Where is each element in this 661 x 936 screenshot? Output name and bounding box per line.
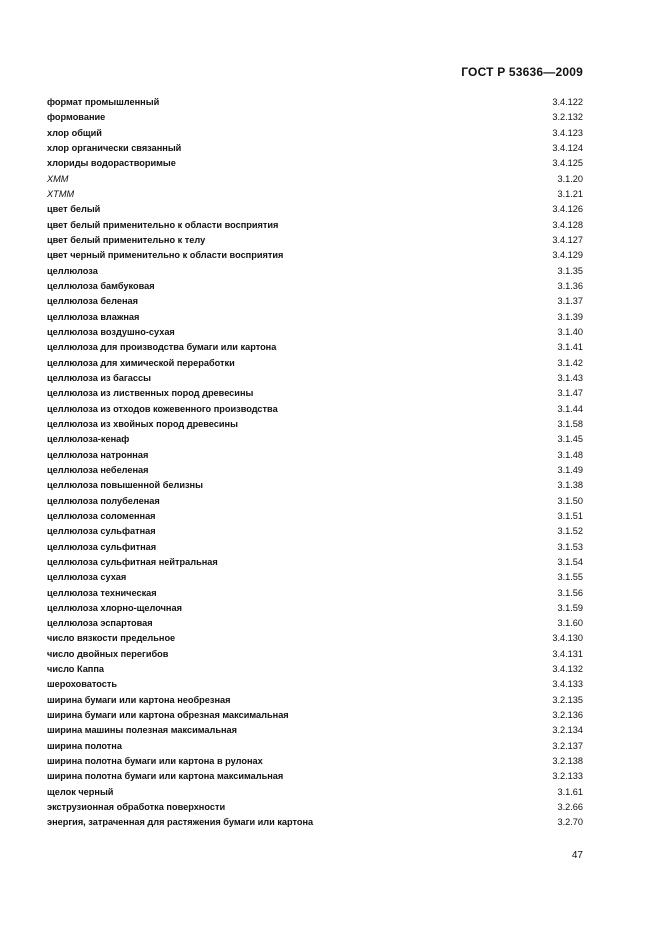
index-term: ширина бумаги или картона обрезная максимальная xyxy=(47,710,289,721)
index-entry xyxy=(47,371,583,386)
index-entry xyxy=(47,448,583,463)
index-entry xyxy=(47,356,583,371)
index-entry xyxy=(47,141,583,156)
index-reference: 3.1.44 xyxy=(557,403,583,414)
index-term: цвет черный применительно к области восприятия xyxy=(47,250,284,261)
index-term: число вязкости предельное xyxy=(47,633,176,644)
index-entry xyxy=(47,555,583,570)
index-reference: 3.1.54 xyxy=(557,556,583,567)
index-entry xyxy=(47,815,583,830)
index-term: целлюлоза бамбуковая xyxy=(47,280,155,291)
index-reference: 3.4.130 xyxy=(552,633,583,644)
index-term: ширина бумаги или картона необрезная xyxy=(47,694,231,705)
index-reference: 3.4.126 xyxy=(552,204,583,215)
index-term: ширина полотна бумаги или картона в рулонах xyxy=(47,756,263,767)
index-entry xyxy=(47,708,583,723)
index-term: целлюлоза из отходов кожевенного производства xyxy=(47,403,278,414)
index-reference: 3.4.124 xyxy=(552,142,583,153)
index-term: цвет белый применительно к телу xyxy=(47,234,206,245)
index-term: экструзионная обработка поверхности xyxy=(47,802,226,813)
index-term: целлюлоза сульфитная нейтральная xyxy=(47,556,218,567)
index-reference: 3.4.122 xyxy=(552,97,583,107)
index-entry xyxy=(47,463,583,478)
index-entry xyxy=(47,417,583,432)
index-reference: 3.1.51 xyxy=(557,510,583,521)
index-entry xyxy=(47,616,583,631)
index-entry xyxy=(47,800,583,815)
index-term: хлориды водорастворимые xyxy=(47,158,176,169)
index-reference: 3.2.137 xyxy=(552,740,583,751)
index-entry xyxy=(47,187,583,202)
index-term: целлюлоза небеленая xyxy=(47,464,149,475)
index-term: ХТММ xyxy=(47,188,75,199)
index-term: целлюлоза воздушно-сухая xyxy=(47,326,175,337)
index-term: целлюлоза xyxy=(47,265,98,276)
index-reference: 3.4.132 xyxy=(552,664,583,675)
index-reference: 3.1.61 xyxy=(557,786,583,797)
index-term: целлюлоза техническая xyxy=(47,587,157,598)
index-entry xyxy=(47,156,583,171)
index-entry xyxy=(47,202,583,217)
index-term: целлюлоза для производства бумаги или картона xyxy=(47,342,277,353)
index-entry xyxy=(47,524,583,539)
index-reference: 3.4.127 xyxy=(552,234,583,245)
index-term: целлюлоза-кенаф xyxy=(47,434,130,445)
index-reference: 3.1.45 xyxy=(557,434,583,445)
index-term: целлюлоза сухая xyxy=(47,572,127,583)
index-entry xyxy=(47,494,583,509)
index-entry xyxy=(47,739,583,754)
index-reference: 3.1.36 xyxy=(557,280,583,291)
index-term: целлюлоза сульфатная xyxy=(47,526,156,537)
index-entry xyxy=(47,586,583,601)
index-entry xyxy=(47,570,583,585)
index-term: цвет белый xyxy=(47,204,101,215)
index-entry xyxy=(47,662,583,677)
index-term: число двойных перегибов xyxy=(47,648,169,659)
index-entry xyxy=(47,294,583,309)
index-reference: 3.4.123 xyxy=(552,127,583,138)
index-term: целлюлоза натронная xyxy=(47,449,149,460)
index-reference: 3.1.43 xyxy=(557,372,583,383)
index-reference: 3.2.135 xyxy=(552,694,583,705)
index-entry xyxy=(47,693,583,708)
index-term: шероховатость xyxy=(47,679,118,690)
index-entry xyxy=(47,509,583,524)
index-reference: 3.2.132 xyxy=(552,112,583,123)
index-reference: 3.1.56 xyxy=(557,587,583,598)
index-entry xyxy=(47,478,583,493)
index-term: целлюлоза повышенной белизны xyxy=(47,480,203,491)
index-reference: 3.2.136 xyxy=(552,710,583,721)
index-term: число Каппа xyxy=(47,664,105,675)
index-term: целлюлоза влажная xyxy=(47,311,140,322)
index-reference: 3.1.60 xyxy=(557,618,583,629)
index-entry xyxy=(47,785,583,800)
page-number: 47 xyxy=(571,850,583,861)
index-term: ширина полотна xyxy=(47,740,122,751)
index-entry xyxy=(47,631,583,646)
index-entry xyxy=(47,601,583,616)
index-reference: 3.2.138 xyxy=(552,756,583,767)
index-term: формат промышленный xyxy=(47,97,160,107)
index-list xyxy=(47,95,583,831)
index-reference: 3.2.134 xyxy=(552,725,583,736)
index-term: формование xyxy=(47,112,106,123)
index-reference: 3.1.50 xyxy=(557,495,583,506)
index-reference: 3.4.125 xyxy=(552,158,583,169)
index-term: целлюлоза хлорно-щелочная xyxy=(47,602,182,613)
index-term: ширина полотна бумаги или картона максимальная xyxy=(47,771,284,782)
index-term: хлор общий xyxy=(47,127,102,138)
index-reference: 3.1.40 xyxy=(557,326,583,337)
index-term: целлюлоза соломенная xyxy=(47,510,156,521)
index-term: ширина машины полезная максимальная xyxy=(47,725,238,736)
index-reference: 3.1.55 xyxy=(557,572,583,583)
index-reference: 3.2.133 xyxy=(552,771,583,782)
index-reference: 3.1.41 xyxy=(557,342,583,353)
index-reference: 3.1.48 xyxy=(557,449,583,460)
index-reference: 3.1.47 xyxy=(557,388,583,399)
index-term: целлюлоза из лиственных пород древесины xyxy=(47,388,254,399)
index-reference: 3.4.131 xyxy=(552,648,583,659)
index-entry xyxy=(47,233,583,248)
index-reference: 3.1.21 xyxy=(557,188,583,199)
index-term: щелок черный xyxy=(47,786,114,797)
index-entry xyxy=(47,647,583,662)
index-reference: 3.2.70 xyxy=(557,817,583,828)
index-term: хлор органически связанный xyxy=(47,142,182,153)
index-entry xyxy=(47,248,583,263)
index-term: целлюлоза эспартовая xyxy=(47,618,153,629)
index-reference: 3.1.49 xyxy=(557,464,583,475)
index-term: целлюлоза беленая xyxy=(47,296,138,307)
index-reference: 3.1.42 xyxy=(557,357,583,368)
index-term: целлюлоза из багассы xyxy=(47,372,151,383)
index-entry xyxy=(47,310,583,325)
index-term: целлюлоза для химической переработки xyxy=(47,357,235,368)
index-entry xyxy=(47,723,583,738)
index-reference: 3.1.37 xyxy=(557,296,583,307)
index-entry xyxy=(47,110,583,125)
index-entry xyxy=(47,264,583,279)
index-reference: 3.1.52 xyxy=(557,526,583,537)
index-entry xyxy=(47,402,583,417)
document-header: ГОСТ Р 53636—2009 xyxy=(461,65,583,79)
index-reference: 3.2.66 xyxy=(557,802,583,813)
index-entry xyxy=(47,95,583,110)
index-reference: 3.4.129 xyxy=(552,250,583,261)
index-entry xyxy=(47,677,583,692)
index-term: цвет белый применительно к области восприятия xyxy=(47,219,279,230)
index-term: целлюлоза полубеленая xyxy=(47,495,160,506)
index-reference: 3.1.38 xyxy=(557,480,583,491)
index-entry xyxy=(47,279,583,294)
index-reference: 3.1.20 xyxy=(557,173,583,184)
index-reference: 3.1.35 xyxy=(557,265,583,276)
index-entry xyxy=(47,386,583,401)
index-entry xyxy=(47,340,583,355)
index-reference: 3.4.133 xyxy=(552,679,583,690)
index-entry xyxy=(47,172,583,187)
index-reference: 3.1.39 xyxy=(557,311,583,322)
index-reference: 3.1.53 xyxy=(557,541,583,552)
index-term: ХММ xyxy=(47,173,69,184)
index-entry xyxy=(47,218,583,233)
index-term: энергия, затраченная для растяжения бумаги или картона xyxy=(47,817,314,828)
index-reference: 3.1.58 xyxy=(557,418,583,429)
index-entry xyxy=(47,754,583,769)
index-entry xyxy=(47,540,583,555)
index-entry xyxy=(47,769,583,784)
index-term: целлюлоза из хвойных пород древесины xyxy=(47,418,238,429)
index-entry xyxy=(47,126,583,141)
index-reference: 3.4.128 xyxy=(552,219,583,230)
index-entry xyxy=(47,325,583,340)
index-reference: 3.1.59 xyxy=(557,602,583,613)
index-term: целлюлоза сульфитная xyxy=(47,541,157,552)
index-entry xyxy=(47,432,583,447)
